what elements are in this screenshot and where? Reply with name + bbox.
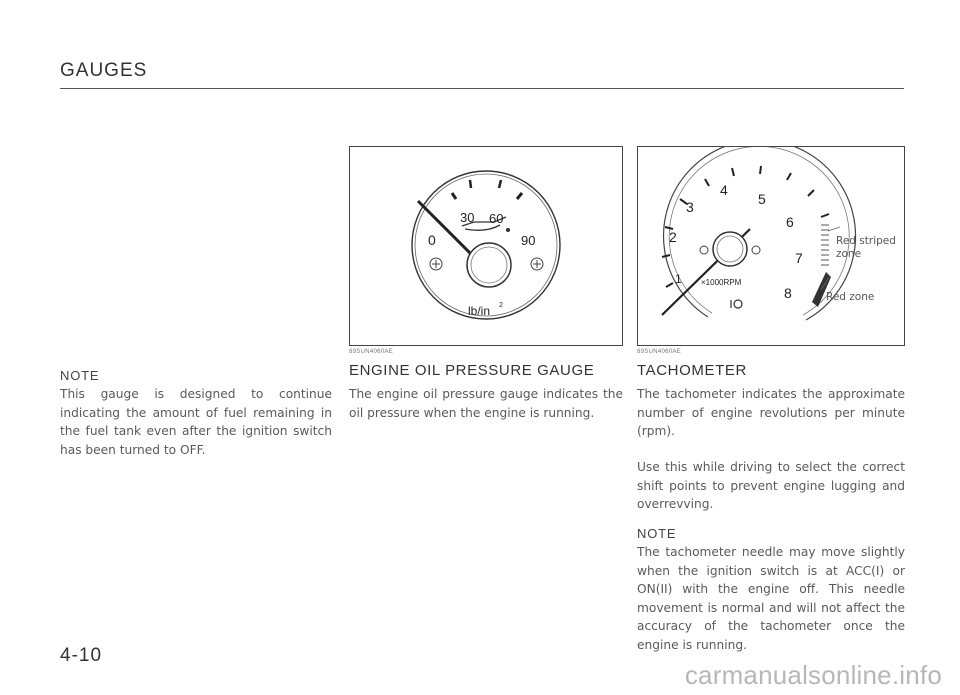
- watermark: carmanualsonline.info: [684, 660, 942, 690]
- oil-dial-unit-superscript: 2: [499, 302, 503, 309]
- oil-dial-label-0: 0: [428, 232, 436, 248]
- tach-dial-label-2: 2: [669, 229, 677, 245]
- page-number: 4-10: [60, 645, 103, 666]
- oil-gauge-heading: ENGINE OIL PRESSURE GAUGE: [349, 362, 595, 379]
- tach-multiplier-label: ×1000RPM: [701, 278, 742, 287]
- left-note-heading: NOTE: [60, 368, 100, 383]
- oil-dial-label-30: 30: [460, 210, 475, 225]
- left-note-text: This gauge is designed to continue indicating the amount of fuel remaining in the fuel tank even after the ignition switch has been turned to OFF.: [60, 387, 332, 457]
- tach-dial-label-3: 3: [686, 199, 694, 215]
- tachometer-heading: TACHOMETER: [637, 362, 747, 379]
- tachometer-note-text: The tachometer needle may move slightly when the ignition switch is at ACC(I) or ON(II) with the engine off. This needle movement is normal and will not affect the accuracy of the tachometer once the engine is running.: [637, 545, 905, 652]
- section-title: GAUGES: [60, 60, 148, 81]
- header-rule: [60, 88, 904, 89]
- tach-dial-label-8: 8: [784, 285, 792, 301]
- oil-gauge-text: The engine oil pressure gauge indicates the oil pressure when the engine is running.: [349, 387, 623, 420]
- oil-pressure-gauge-figure: [349, 146, 623, 346]
- red-striped-zone-marking: [821, 225, 829, 265]
- oil-dial-label-90: 90: [521, 233, 536, 248]
- indicator-icon: [731, 300, 742, 308]
- tach-figure-code: 89SUN4060AE: [637, 349, 681, 355]
- tach-dial-label-4: 4: [720, 182, 728, 198]
- red-striped-zone-label-2: zone: [836, 248, 862, 260]
- tach-dial-label-7: 7: [795, 250, 803, 266]
- tachometer-figure: [637, 146, 905, 346]
- tachometer-usage-text: Use this while driving to select the correct shift points to prevent engine lugging and overrevving.: [637, 460, 905, 511]
- oil-figure-code: 89SUN4060AE: [349, 349, 393, 355]
- red-striped-zone-label-1: Red striped: [836, 235, 896, 247]
- oil-dial-label-60: 60: [489, 211, 504, 226]
- tach-dial-label-5: 5: [758, 191, 766, 207]
- tachometer-text: The tachometer indicates the approximate number of engine revolutions per minute (rpm).: [637, 387, 905, 438]
- tach-dial-label-1: 1: [675, 272, 682, 286]
- oil-dial-unit: lb/in: [468, 304, 491, 318]
- red-zone-label: Red zone: [826, 291, 875, 303]
- tach-dial-label-6: 6: [786, 214, 794, 230]
- tachometer-note-heading: NOTE: [637, 526, 677, 541]
